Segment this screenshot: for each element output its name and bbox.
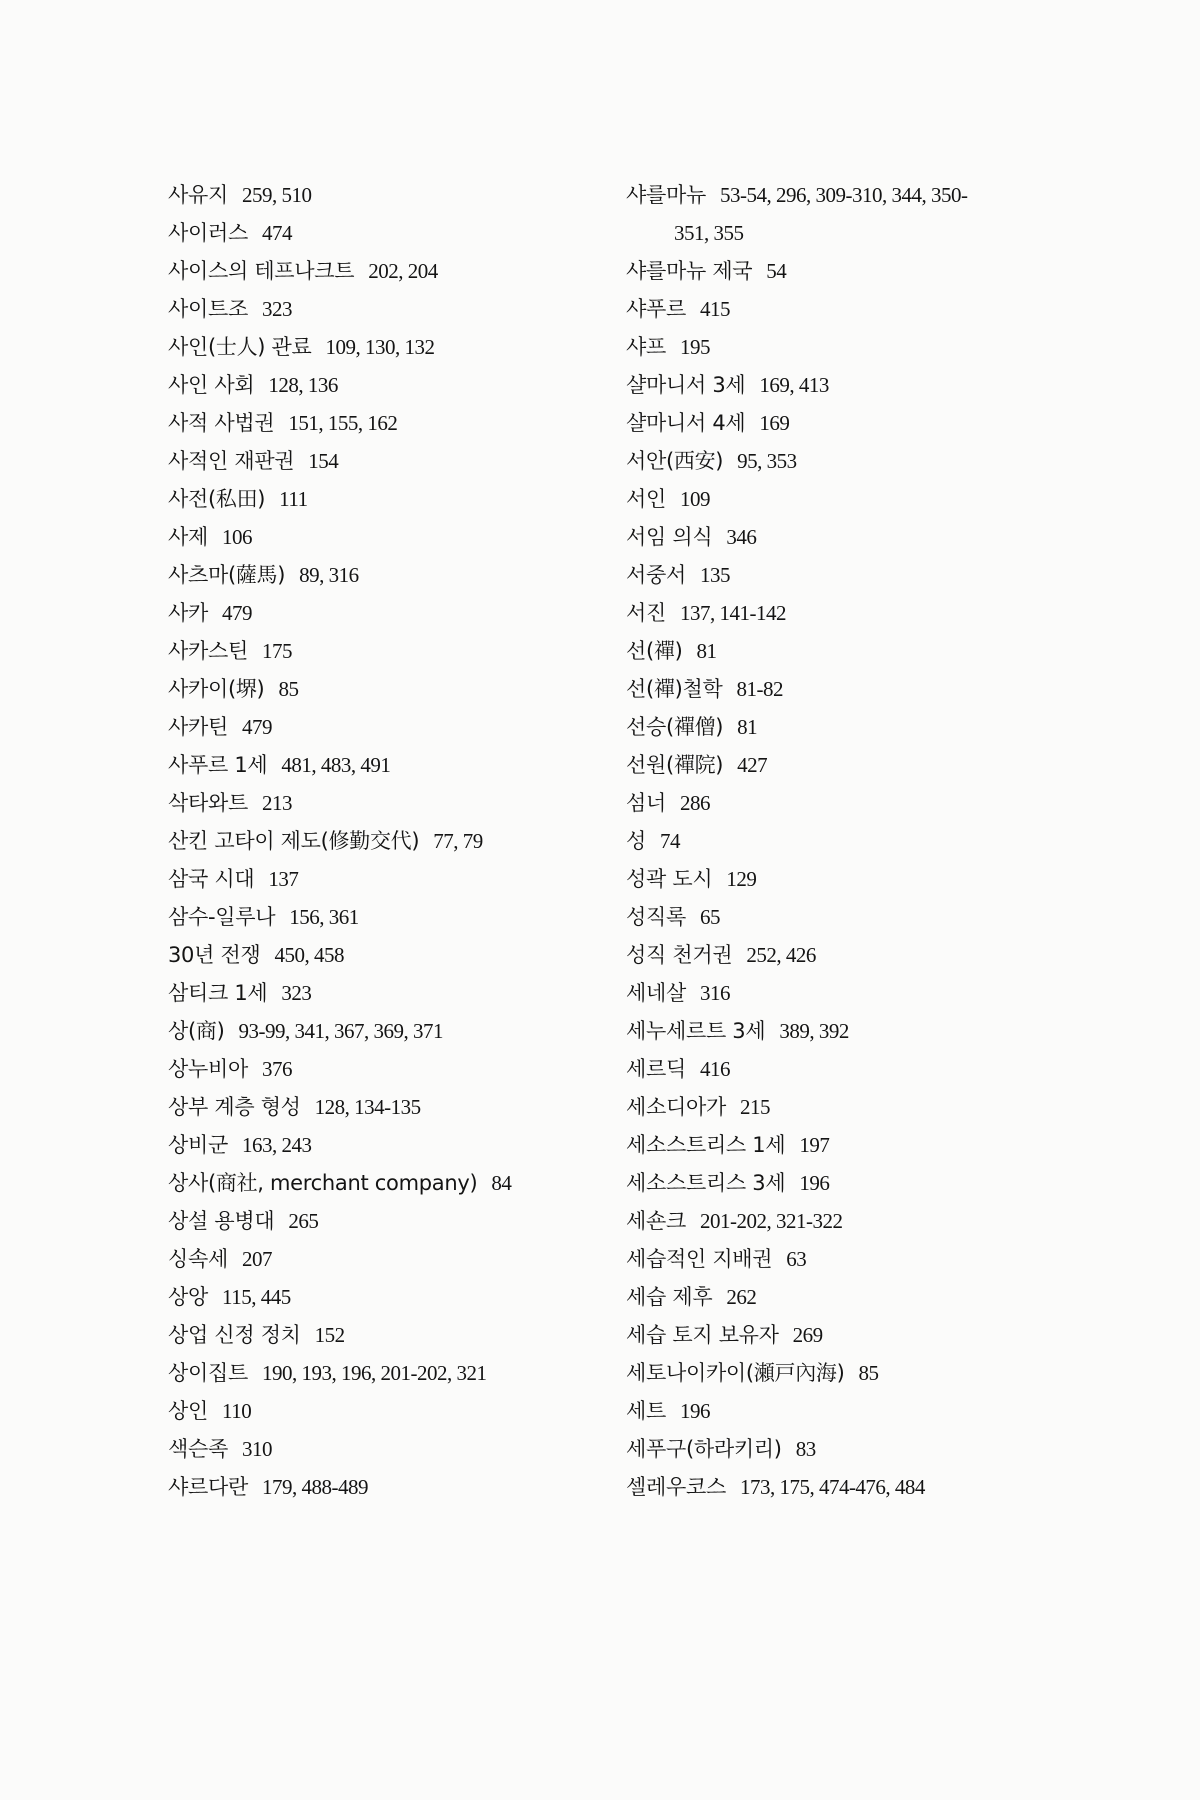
index-pages: 54 [766, 259, 787, 283]
index-pages: 77, 79 [433, 829, 483, 853]
index-pages: 346 [726, 525, 757, 549]
index-entry [626, 898, 1066, 936]
index-term: 상앙 [168, 1285, 208, 1309]
index-entry [168, 898, 608, 936]
index-pages: 479 [221, 601, 252, 625]
index-entry [626, 442, 1066, 480]
index-entry [626, 1392, 1066, 1430]
index-term: 서진 [626, 601, 666, 625]
index-pages: 323 [281, 981, 312, 1005]
index-pages: 84 [491, 1171, 512, 1195]
index-entry [626, 822, 1066, 860]
index-pages: 286 [679, 791, 710, 815]
index-pages: 416 [699, 1057, 730, 1081]
index-entry [626, 518, 1066, 556]
index-term: 서임 의식 [626, 525, 713, 549]
index-pages: 74 [660, 829, 680, 853]
index-term: 사제 [168, 525, 208, 549]
index-term: 샤를마뉴 [626, 183, 706, 207]
index-pages: 259, 510 [241, 183, 312, 207]
index-term: 30년 전쟁 [168, 943, 261, 967]
index-term: 세르딕 [626, 1057, 686, 1081]
index-term: 사이트조 [168, 297, 248, 321]
index-term: 삭타와트 [168, 791, 248, 815]
index-term: 샤프 [626, 335, 666, 359]
index-pages: 85 [278, 677, 299, 701]
index-term: 사츠마(薩馬) [168, 563, 286, 587]
index-pages: 376 [261, 1057, 292, 1081]
index-pages: 154 [308, 449, 339, 473]
index-pages: 252, 426 [746, 943, 816, 967]
index-entry [626, 1354, 1066, 1392]
index-pages: 156, 361 [289, 905, 359, 929]
index-entry [168, 784, 608, 822]
index-pages: 169, 413 [759, 373, 829, 397]
index-term: 서인 [626, 487, 666, 511]
index-entry [168, 366, 608, 404]
index-term: 샤를마뉴 제국 [626, 259, 753, 283]
index-entry [626, 632, 1066, 670]
index-pages: 81 [696, 639, 717, 663]
index-entry [168, 252, 608, 290]
index-term: 세소스트리스 3세 [626, 1171, 786, 1195]
index-entry [168, 1354, 608, 1392]
index-pages: 196 [679, 1399, 710, 1423]
index-pages: 63 [786, 1247, 807, 1271]
index-pages: 215 [739, 1095, 770, 1119]
index-term: 성직록 [626, 905, 686, 929]
index-entry [626, 556, 1066, 594]
index-term: 사전(私田) [168, 487, 266, 511]
index-entry [626, 936, 1066, 974]
index-entry [168, 176, 608, 214]
index-entry [168, 1202, 608, 1240]
index-pages: 202, 204 [368, 259, 438, 283]
index-term: 사적인 재판권 [168, 449, 295, 473]
index-entry [626, 1012, 1066, 1050]
index-entry [626, 974, 1066, 1012]
index-entry [626, 1430, 1066, 1468]
index-entry [626, 1202, 1066, 1240]
index-pages: 83 [795, 1437, 816, 1461]
index-term: 색슨족 [168, 1437, 228, 1461]
index-term: 삼수-일루나 [168, 905, 276, 929]
index-term: 삼국 시대 [168, 867, 255, 891]
index-term: 성곽 도시 [626, 867, 713, 891]
index-pages: 197 [799, 1133, 830, 1157]
index-entry [168, 518, 608, 556]
index-pages: 163, 243 [241, 1133, 312, 1157]
index-entry [626, 1278, 1066, 1316]
index-pages: 53-54, 296, 309-310, 344, 350- [719, 183, 968, 207]
index-entry [168, 746, 608, 784]
index-pages-continuation: 351, 355 [674, 221, 744, 245]
index-entry [626, 176, 1066, 214]
index-pages: 109 [679, 487, 710, 511]
index-entry [626, 784, 1066, 822]
index-term: 상(商) [168, 1019, 225, 1043]
index-entry [168, 1050, 608, 1088]
index-pages: 316 [699, 981, 730, 1005]
index-term: 상누비아 [168, 1057, 248, 1081]
index-term: 사적 사법권 [168, 411, 275, 435]
index-entry [626, 290, 1066, 328]
index-column-left [168, 176, 608, 1506]
index-entry [168, 860, 608, 898]
index-pages: 111 [279, 487, 308, 511]
index-entry [168, 1430, 608, 1468]
index-entry [626, 1164, 1066, 1202]
index-term: 상설 용병대 [168, 1209, 275, 1233]
index-term: 삼티크 1세 [168, 981, 268, 1005]
index-term: 사카이(堺) [168, 677, 265, 701]
index-pages: 129 [726, 867, 757, 891]
index-pages: 450, 458 [274, 943, 344, 967]
index-term: 사인 사회 [168, 373, 255, 397]
index-entry [626, 594, 1066, 632]
index-pages: 81-82 [736, 677, 783, 701]
index-pages: 65 [699, 905, 720, 929]
index-entry [168, 1316, 608, 1354]
index-term: 세습 제후 [626, 1285, 713, 1309]
index-pages: 196 [799, 1171, 830, 1195]
index-pages: 213 [261, 791, 292, 815]
index-entry [168, 442, 608, 480]
index-pages: 85 [858, 1361, 879, 1385]
index-pages: 481, 483, 491 [281, 753, 391, 777]
index-term: 산킨 고타이 제도(修勤交代) [168, 829, 420, 853]
index-term: 성 [626, 829, 646, 853]
index-term: 상인 [168, 1399, 208, 1423]
index-term: 샤르다란 [168, 1475, 248, 1499]
index-term: 세트 [626, 1399, 666, 1423]
index-pages: 81 [737, 715, 758, 739]
index-entry [168, 632, 608, 670]
index-entry [626, 1050, 1066, 1088]
index-pages: 175 [261, 639, 292, 663]
index-term: 섬너 [626, 791, 666, 815]
index-pages: 201-202, 321-322 [699, 1209, 843, 1233]
index-term: 세소디아가 [626, 1095, 726, 1119]
index-term: 사카틴 [168, 715, 228, 739]
index-pages: 190, 193, 196, 201-202, 321 [261, 1361, 487, 1385]
index-term: 선(禪) [626, 639, 683, 663]
index-term: 세토나이카이(瀬戸內海) [626, 1361, 845, 1385]
index-column-right [626, 176, 1066, 1506]
index-entry [168, 670, 608, 708]
index-term: 샬마니서 4세 [626, 411, 746, 435]
index-term: 상업 신정 정치 [168, 1323, 301, 1347]
index-term: 사카스틴 [168, 639, 248, 663]
index-entry [626, 252, 1066, 290]
index-entry [626, 404, 1066, 442]
index-pages: 137, 141-142 [679, 601, 786, 625]
index-term: 서안(西安) [626, 449, 724, 473]
index-term: 선원(禪院) [626, 753, 724, 777]
index-term: 상비군 [168, 1133, 228, 1157]
index-entry [168, 1278, 608, 1316]
index-entry [626, 746, 1066, 784]
index-entry [168, 480, 608, 518]
index-term: 사푸르 1세 [168, 753, 268, 777]
index-entry [626, 1468, 1066, 1506]
index-entry [626, 1240, 1066, 1278]
index-pages: 110 [221, 1399, 252, 1423]
index-entry [168, 556, 608, 594]
index-entry [168, 1240, 608, 1278]
index-pages: 173, 175, 474-476, 484 [739, 1475, 925, 1499]
index-term: 싱속세 [168, 1247, 228, 1271]
index-entry [168, 290, 608, 328]
index-term: 세숀크 [626, 1209, 686, 1233]
index-entry [626, 328, 1066, 366]
index-pages: 95, 353 [737, 449, 797, 473]
index-entry [626, 366, 1066, 404]
index-pages: 115, 445 [221, 1285, 291, 1309]
index-entry [168, 214, 608, 252]
index-entry [626, 480, 1066, 518]
index-entry [168, 1012, 608, 1050]
index-pages: 128, 136 [268, 373, 338, 397]
index-term: 상이집트 [168, 1361, 248, 1385]
index-term: 사카 [168, 601, 208, 625]
index-entry [168, 1468, 608, 1506]
index-entry [626, 860, 1066, 898]
index-pages: 109, 130, 132 [325, 335, 435, 359]
index-term: 사인(士人) 관료 [168, 335, 312, 359]
index-term: 세푸구(하라키리) [626, 1437, 782, 1461]
index-entry [168, 1088, 608, 1126]
index-pages: 89, 316 [299, 563, 359, 587]
index-entry [168, 822, 608, 860]
index-pages: 152 [314, 1323, 345, 1347]
index-term: 상사(商社, merchant company) [168, 1171, 478, 1195]
index-term: 선(禪)철학 [626, 677, 723, 701]
index-pages: 427 [737, 753, 768, 777]
index-term: 사이스의 테프나크트 [168, 259, 355, 283]
index-pages: 269 [792, 1323, 823, 1347]
index-pages: 106 [221, 525, 252, 549]
index-pages: 310 [241, 1437, 272, 1461]
index-pages: 265 [288, 1209, 319, 1233]
index-pages: 195 [679, 335, 710, 359]
index-term: 사유지 [168, 183, 228, 207]
index-entry [168, 594, 608, 632]
index-entry [168, 708, 608, 746]
index-entry [168, 328, 608, 366]
index-entry [168, 404, 608, 442]
index-pages: 93-99, 341, 367, 369, 371 [238, 1019, 443, 1043]
index-entry [626, 1316, 1066, 1354]
index-term: 셀레우코스 [626, 1475, 726, 1499]
index-pages: 151, 155, 162 [288, 411, 398, 435]
index-term: 세습적인 지배권 [626, 1247, 773, 1271]
index-pages: 128, 134-135 [314, 1095, 421, 1119]
index-term: 세습 토지 보유자 [626, 1323, 779, 1347]
index-entry [626, 1126, 1066, 1164]
index-pages: 262 [726, 1285, 757, 1309]
index-pages: 207 [241, 1247, 272, 1271]
index-term: 서중서 [626, 563, 686, 587]
index-entry [626, 708, 1066, 746]
index-term: 샤푸르 [626, 297, 686, 321]
index-entry [168, 1392, 608, 1430]
index-term: 성직 천거권 [626, 943, 733, 967]
index-term: 상부 계층 형성 [168, 1095, 301, 1119]
index-term: 세누세르트 3세 [626, 1019, 766, 1043]
index-term: 세네살 [626, 981, 686, 1005]
index-entry [168, 936, 608, 974]
index-pages: 323 [261, 297, 292, 321]
index-pages: 474 [261, 221, 292, 245]
index-pages: 415 [699, 297, 730, 321]
index-pages: 179, 488-489 [261, 1475, 368, 1499]
index-entry [168, 974, 608, 1012]
index-pages: 389, 392 [779, 1019, 849, 1043]
index-pages: 135 [699, 563, 730, 587]
index-entry [168, 1164, 608, 1202]
index-pages: 169 [759, 411, 790, 435]
index-entry [626, 1088, 1066, 1126]
index-term: 선승(禪僧) [626, 715, 724, 739]
index-term: 세소스트리스 1세 [626, 1133, 786, 1157]
index-term: 샬마니서 3세 [626, 373, 746, 397]
index-term: 사이러스 [168, 221, 248, 245]
index-pages: 479 [241, 715, 272, 739]
index-entry [626, 670, 1066, 708]
index-pages: 137 [268, 867, 299, 891]
index-entry [168, 1126, 608, 1164]
